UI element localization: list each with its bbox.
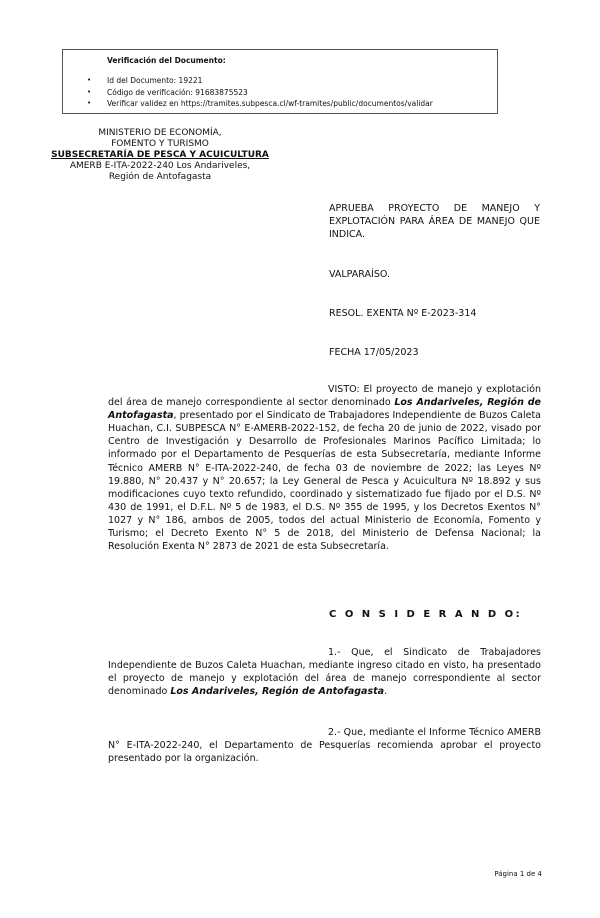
verification-title: Verificación del Documento: (107, 56, 226, 65)
resolution-number: RESOL. EXENTA Nº E-2023-314 (329, 308, 477, 319)
verification-list (107, 75, 497, 110)
resolution-title: APRUEBA PROYECTO DE MANEJO Y EXPLOTACIÓN PARA ÁREA DE MANEJO QUE INDICA. (329, 203, 540, 240)
visto-sector-name: Los Andariveles, Región de Antofagasta (108, 397, 541, 422)
verification-box (62, 49, 498, 114)
considerando-2-text: 2.- Que, mediante el Informe Técnico AMERB N° E-ITA-2022-240, el Departamento de Pesquerías recomienda aprobar el proyecto presentado por la organización. (108, 727, 541, 765)
verification-link[interactable]: • Verificar validez en https://tramites.subpesca.cl/wf-tramites/public/documentos/validar (107, 98, 497, 110)
visto-text-2: , presentado por el Sindicato de Trabajadores Independiente de Buzos Caleta Huachan, C.I. SUBPESCA N° E-AMERB-2022-152, de fecha 20 de junio de 2022, visado por Centro de Investigación y Desarrollo de Profesionales Marinos Pacífico Limitada; lo informado por el Departamento de Pesquerías de esta Subsecretaría, mediante Informe Técnico AMERB N° E-ITA-2022-240, de fecha 03 de noviembre de 2022; las Leyes Nº 19.880, N° 20.437 y N° 20.657; la Ley General de Pesca y Acuicultura Nº 18.892 y sus modificaciones cuyo texto refundido, coordinado y sistematizado fue fijado por el D.S. Nº 430 de 1991, el D.F.L. Nº 5 de 1983, el D.S. Nº 355 de 1995, y los Decretos Exentos N° 1027 y N° 186, ambos de 2005, todos del actual Ministerio de Economía, Fomento y Turismo; el Decreto Exento N° 5 de 2018, del Ministerio de Defensa Nacional; la Resolución Exenta N° 2873 de 2021 de esta Subsecretaría. (108, 410, 541, 553)
considerando-1-text: 1.- Que, el Sindicato de Trabajadores Independiente de Buzos Caleta Huachan, mediante ingreso citado en visto, ha presentado el proyecto de manejo y explotación del área de manejo correspondiente al sector denominado (108, 647, 541, 698)
verification-code: • Código de verificación: 91683875523 (107, 87, 497, 99)
considerando-2 (108, 726, 541, 765)
visto-paragraph (108, 383, 541, 553)
ministry-line-2: FOMENTO Y TURISMO (111, 139, 209, 149)
resolution-date: FECHA 17/05/2023 (329, 347, 419, 358)
visto-text-1: VISTO: El proyecto de manejo y explotación del área de manejo correspondiente al sector denominado (108, 384, 541, 409)
amerb-reference: AMERB E-ITA-2022-240 Los Andariveles, (69, 161, 251, 171)
page-number: Página 1 de 4 (494, 870, 542, 878)
resolution-place: VALPARAÍSO. (329, 269, 390, 280)
ministry-line-1: MINISTERIO DE ECONOMÍA, (98, 128, 222, 138)
considerando-1 (108, 646, 541, 698)
considerando-heading: C O N S I D E R A N D O: (329, 609, 523, 620)
ministry-header (20, 128, 300, 183)
considerando-1-end: . (384, 686, 388, 698)
verification-id: • Id del Documento: 19221 (107, 75, 497, 87)
subsecretaria-title: SUBSECRETARÍA DE PESCA Y ACUICULTURA (51, 150, 269, 160)
region-reference: Región de Antofagasta (108, 172, 212, 182)
considerando-1-sector: Los Andariveles, Región de Antofagasta (170, 686, 385, 698)
